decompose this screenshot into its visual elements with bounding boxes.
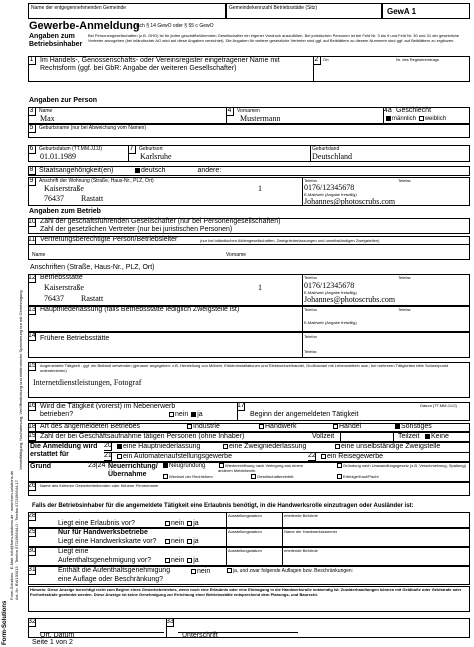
aufenthalt-options	[164, 557, 199, 565]
hauptniederlassung-label: Hauptniederlassung (falls Betriebsstätte lediglich Zweigstelle ist)	[40, 306, 240, 313]
industrie-opt	[186, 423, 220, 431]
num-12: 12	[28, 274, 36, 281]
handwerk-ja-label: ja	[193, 538, 199, 545]
weiblich-label: weiblich	[424, 116, 447, 123]
rechtsform-opt	[162, 474, 213, 479]
geburtsland-label: Geburtsland	[312, 146, 340, 152]
auflage-ja-checkbox[interactable]	[227, 568, 232, 573]
register-input[interactable]	[313, 66, 470, 82]
num-6: 6	[28, 145, 36, 154]
vollzeit-label: Vollzeit	[312, 433, 335, 440]
divider	[282, 528, 283, 547]
unterschrift-input[interactable]	[178, 618, 298, 632]
wohnung-ort[interactable]: Rastatt	[81, 194, 104, 203]
teilzeit-label: Teilzeit	[398, 433, 420, 440]
name-input[interactable]: Max	[40, 114, 55, 123]
divider	[302, 306, 303, 332]
maennlich-checkbox[interactable]	[386, 116, 391, 121]
sonstiges-opt	[394, 423, 432, 431]
divider	[282, 512, 283, 528]
anmeldung-label: Die Anmeldung wird erstattet für	[30, 443, 98, 458]
num-28: 28	[28, 512, 36, 519]
betriebsleiter-vorname-label: Vorname	[226, 252, 247, 258]
num-7: 7	[128, 145, 136, 154]
taetigkeit-input[interactable]: Internetdienstleistungen, Fotograf	[33, 378, 142, 387]
num-30: 30	[28, 547, 36, 554]
betriebsstaette-label: Betriebsstätte	[40, 274, 83, 281]
zweigniederlassung-checkbox[interactable]	[223, 444, 228, 449]
num-17: 17	[237, 402, 245, 409]
hinweis-text: Hinweis: Diese Anzeige berechtigt nicht zum Beginn eines Gewerbebetriebes, wenn noch eine Erlaubnis oder eine Eintragung in die Handwerksrolle notwendig ist. Zuwiderhandlungen können mit Geldbuße oder Geldstrafe oder Freiheitsstrafe geahndet werden. Diese Anzeige ist keine Genehmigung zur Errichtung einer Betriebsstätte entsprechend dem Planungs- und Baurecht.	[30, 587, 462, 597]
nebenerwerb-nein-checkbox[interactable]	[169, 412, 174, 417]
handwerk-ja-checkbox[interactable]	[187, 539, 192, 544]
num-11: 11	[28, 236, 36, 243]
betriebsleiter-note: (nur bei inländischen Aktiengesellschaften, Zweigniederlassungen und unselbständigen Zweigstellen)	[200, 238, 380, 243]
haupt-tel-label: Telefon	[304, 307, 317, 312]
erlaubnis-options	[164, 520, 199, 528]
wohnung-nr[interactable]: 1	[258, 184, 262, 193]
handwerk-checkbox[interactable]	[259, 424, 264, 429]
automaten-checkbox[interactable]	[117, 454, 122, 459]
betrieb-fax-label: Telefax	[398, 275, 411, 280]
num-23-24: 23|24	[88, 462, 106, 469]
wohnung-fax-label: Telefax	[398, 178, 411, 183]
divider	[282, 547, 283, 566]
num-13: 13	[28, 306, 36, 313]
section-person: Angaben zur Person	[29, 97, 98, 104]
aufenthalt-behoerde-label: erteilende Behörde	[284, 548, 318, 553]
handwerk-opt	[258, 423, 297, 431]
nebenerwerb-nein-label: nein	[175, 411, 189, 418]
num-1: 1	[28, 56, 36, 65]
handwerk-label: Handwerk	[265, 423, 297, 430]
andere-label: andere:	[197, 167, 222, 174]
betrieb-tel-label: Telefon	[304, 275, 317, 280]
vertreter-label: Zahl der gesetzlichen Vertreter (nur bei juristischen Personen)	[40, 226, 233, 233]
auflage-nein-checkbox[interactable]	[191, 569, 196, 574]
section-betrieb: Angaben zum Betrieb	[29, 208, 101, 215]
hauptniederlassung-opt-label: eine Hauptniederlassung	[123, 443, 201, 450]
industrie-checkbox[interactable]	[187, 424, 192, 429]
nebenerwerb-ja-label: ja	[197, 411, 203, 418]
aufenthalt-ja-checkbox[interactable]	[187, 558, 192, 563]
vorname-label: Vornamen	[237, 108, 260, 114]
side-logo: Form-Solutions	[2, 600, 8, 645]
aufenthalt-ja-label: ja	[193, 557, 199, 564]
industrie-label: Industrie	[193, 423, 220, 430]
anschriften-title: Anschriften	[30, 264, 66, 271]
handwerkskarte-label: Liegt eine Handwerkskarte vor?	[58, 538, 157, 545]
haupt-opt	[116, 443, 200, 451]
aufenthalt-label: Liegt eine	[58, 548, 89, 555]
weiblich-checkbox[interactable]	[419, 116, 424, 121]
deutsch-label: deutsch	[141, 167, 166, 174]
num-2: 2	[313, 56, 321, 65]
geburtsname-label: Geburtsname (nur bei Abweichung vom Namen)	[39, 125, 146, 131]
erlaubnis-ja-checkbox[interactable]	[187, 521, 192, 526]
betriebsstaette-ort[interactable]: Rastatt	[81, 294, 104, 303]
rechtsform-checkbox[interactable]	[163, 474, 168, 479]
num-15: 15	[28, 362, 36, 369]
ort-datum-label: Ort, Datum	[40, 632, 75, 639]
geburtsort-input[interactable]: Karlsruhe	[140, 152, 172, 161]
wohnung-tel[interactable]: 0176/12345678	[304, 183, 355, 192]
name-label: Name	[39, 108, 53, 114]
betrieb-tel[interactable]: 0176/12345678	[304, 281, 355, 290]
wohnung-plz[interactable]: 76437	[44, 194, 64, 203]
haupt-fax-label: Telefax	[398, 307, 411, 312]
num-3: 3	[28, 107, 36, 116]
deutsch-checkbox[interactable]	[135, 168, 140, 173]
handel-label: Handel	[339, 423, 362, 430]
side-article: Art.-Nr. BW130013 · Telefon 0721/96644-0 · Telefax 0721/96644-17	[14, 480, 19, 600]
num-26: 26	[28, 482, 36, 489]
wohnung-tel-label: Telefon	[304, 178, 317, 183]
gesellschafter-eintritt-label: Gesellschaftereintritt	[257, 474, 294, 479]
grund-label: Grund	[30, 463, 51, 470]
handwerk-nein-checkbox[interactable]	[165, 539, 170, 544]
divider	[226, 512, 227, 528]
erlaubnis-ja-label: ja	[193, 520, 199, 527]
side-copyright: Vervielfältigung, Nachahmung, Veröffentlichung und elektronische Speicherung nur mit Genehmigung	[18, 290, 23, 470]
betriebsstaette-street[interactable]: Kaiserstraße	[44, 283, 84, 292]
rechtsform-label: Wechsel der Rechtsform	[169, 474, 213, 479]
personen-label: Zahl der bei Geschäftsaufnahme tätigen Personen (ohne Inhaber)	[40, 433, 245, 440]
zweig-opt	[222, 443, 306, 451]
wohnung-mail-label: E-Mail/web (Angabe freiwillig)	[304, 192, 357, 197]
num-4a: 4a	[384, 107, 392, 114]
erbfolge-opt	[336, 474, 379, 479]
reise-opt	[320, 453, 383, 461]
wiedereroeffnung-label: Wiedereröffnung nach Verlegung aus einem anderen Meldebezirk	[218, 463, 303, 474]
sonstiges-checkbox[interactable]	[395, 424, 400, 429]
neugruendung-checkbox[interactable]	[163, 463, 168, 468]
neugruendung-opt	[162, 463, 205, 470]
gesellschafter-eintritt-checkbox[interactable]	[251, 474, 256, 479]
wohnung-street[interactable]: Kaiserstraße	[44, 184, 84, 193]
anschriften-label	[30, 264, 155, 272]
form-id: GewA 1	[387, 7, 417, 16]
umwandlung-label: Gründung nach Umwandlungsgesetz (z.B. Verschmelzung, Spaltung)	[343, 463, 466, 468]
zweigniederlassung-opt-label: eine Zweigniederlassung	[229, 443, 307, 450]
divider	[226, 547, 227, 566]
hauptniederlassung-checkbox[interactable]	[117, 444, 122, 449]
frueherer-name-label: Name des früheren Gewerbetreibenden oder früherer Firmenname	[40, 483, 159, 488]
auflage-ja-opt	[226, 568, 353, 574]
taetigkeit-label: Angemeldete Tätigkeit - ggf. ein Beiblatt verwenden (genauer angegeben: z.B. Herstellung von Möbeln, Elektroinstallationen und Elektroeinzelhandel, Großhandel mit Lebensmitteln usw.; bei mehreren Tätigkeiten bitte Schwerpunkt unterstreichen)	[40, 363, 449, 373]
gemeinde-box[interactable]	[28, 3, 226, 19]
num-32: 32	[28, 618, 36, 625]
erlaubnis-nein-checkbox[interactable]	[165, 521, 170, 526]
handwerk-nein-label: nein	[171, 538, 185, 545]
section-betriebsinhaber: Angaben zum Betriebsinhaber	[29, 33, 83, 48]
aufenthalt-nein-label: nein	[171, 557, 185, 564]
wohnung-mail[interactable]: Johannes@photoscrubs.com	[304, 197, 396, 206]
sonstiges-label: Sonstiges	[401, 423, 432, 430]
num-22: 22	[308, 452, 316, 459]
aufenthalt-datum-label: Ausstellungsdatum	[228, 548, 262, 553]
erlaubnis-behoerde-label: erteilende Behörde	[284, 513, 318, 518]
anschriften-sub: (Straße, Haus-Nr., PLZ, Ort)	[66, 264, 155, 271]
betriebsleiter-label: Vertretungsberechtigte Person/Betriebsleiter	[40, 236, 178, 243]
num-8: 8	[28, 166, 36, 175]
betriebsleiter-name-label: Name	[32, 252, 46, 258]
vorname-input[interactable]: Mustermann	[240, 114, 281, 123]
page-title: Gewerbe-Anmeldung	[29, 20, 140, 32]
num-29: 29	[28, 528, 36, 535]
geburtsort-label: Geburtsort	[139, 146, 163, 152]
umwandlung-checkbox[interactable]	[337, 463, 342, 468]
erbfolge-label: Erbfolge/Kauf/Pacht	[343, 474, 379, 479]
kennzahl-box[interactable]	[226, 3, 382, 19]
divider	[28, 244, 470, 245]
auflage-label: Enthält die Aufenthaltsgenehmigung	[58, 567, 171, 574]
num-4: 4	[226, 107, 234, 116]
side-contact: Form-Solutions · E-Mail: info@form-solutions.de · www.form-solutions.de	[9, 470, 14, 600]
register-nr-label: Nr. des Registereintrags	[396, 57, 439, 62]
form-id-box	[382, 3, 470, 19]
auflage-ja-label: ja, und zwar folgende Auflagen bzw. Beschränkungen:	[233, 568, 354, 574]
divider	[310, 145, 311, 162]
aufenthalt-sub: Aufenthaltsgenehmigung vor?	[58, 557, 152, 564]
gemeinde-label: Name der entgegennehmenden Gemeinde	[31, 5, 127, 11]
divider	[302, 177, 303, 206]
reise-opt-label: ein Reisegewerbe	[327, 453, 384, 460]
reise-checkbox[interactable]	[321, 454, 326, 459]
automaten-opt-label: ein Automatenaufstellungsgewerbe	[123, 453, 232, 460]
divider	[302, 274, 303, 306]
geburtsdatum-input[interactable]: 01.01.1989	[40, 152, 76, 161]
betriebsstaette-nr[interactable]: 1	[258, 283, 262, 292]
aufenthalt-nein-checkbox[interactable]	[165, 558, 170, 563]
kennzahl-label: Gemeindekennzahl Betriebsstätte (Sitz)	[229, 5, 318, 11]
register-name-label: Im Handels-, Genossenschafts- oder Vereinsregister eingetragener Name mit Rechtsform (ggf. bei GbR: Angabe der weiteren Gesellschafter)	[40, 57, 280, 72]
register-ort-label: Ort	[323, 57, 329, 62]
vollzeit-input[interactable]	[340, 432, 394, 442]
unselbst-opt	[334, 443, 440, 451]
fruehere-label: Frühere Betriebsstätte	[40, 335, 110, 342]
num-16: 16	[28, 402, 36, 409]
unselbst-opt-label: eine unselbständige Zweigstelle	[341, 443, 441, 450]
num-5: 5	[28, 124, 36, 133]
nebenerwerb-ja-checkbox[interactable]	[191, 412, 196, 417]
keine-opt	[424, 433, 449, 441]
auflage-sub: eine Auflage oder Beschränkung?	[58, 576, 164, 583]
betrieb-mail-label: E-Mail/web (Angabe freiwillig)	[304, 290, 357, 295]
erlaubnis-label: Liegt eine Erlaubnis vor?	[58, 520, 136, 527]
keine-checkbox[interactable]	[425, 434, 430, 439]
handel-checkbox[interactable]	[333, 424, 338, 429]
title-suffix: nach § 14 GewO oder § 55 c GewO	[134, 23, 214, 29]
num-20: 20	[104, 442, 112, 449]
erlaubnis-nein-label: nein	[171, 520, 185, 527]
num-21: 21	[104, 452, 112, 459]
auflage-nein-opt	[190, 568, 210, 576]
handwerk-datum-label: Ausstellungsdatum	[228, 529, 262, 534]
num-9: 9	[28, 177, 36, 186]
wohnung-label: Anschrift der Wohnung (Straße, Haus-Nr., PLZ, Ort)	[39, 178, 154, 184]
divider	[302, 332, 303, 358]
betrieb-mail[interactable]: Johannes@photoscrubs.com	[304, 295, 396, 304]
geschlecht-options	[385, 116, 446, 123]
erlaubnis-datum-label: Ausstellungsdatum	[228, 513, 262, 518]
art-label: Art des angemeldeten Betriebes	[40, 423, 141, 430]
beginn-date-label: Datum (TT.MM.JJJJ)	[420, 403, 457, 408]
frueh-fax-label: Telefax	[304, 349, 317, 354]
gesellschafter-label: Zahl der geschäftsführenden Gesellschafter (nur bei Personengesellschaften)	[40, 218, 281, 225]
page-footer: Seite 1 von 2	[32, 639, 73, 646]
num-31: 31	[28, 566, 36, 573]
unterschrift-label: Unterschrift	[182, 632, 218, 639]
handwerk-hwk-label: Name der Handwerkskammer	[284, 529, 338, 534]
auflage-nein-label: nein	[197, 568, 211, 575]
num-18: 18	[28, 423, 36, 430]
neugruendung-label: Neugründung	[169, 463, 206, 470]
staat-label: Staatsangehörigkeit(en)	[39, 167, 114, 174]
handel-opt	[332, 423, 361, 431]
num-19: 19	[28, 432, 36, 439]
divider	[226, 528, 227, 547]
nebenerwerb-label: Wird die Tätigkeit (vorerst) im Nebenerwerb betrieben?	[40, 403, 176, 418]
nebenerwerb-options	[168, 411, 203, 419]
neuerrichtung-label: Neuerrichtung/ Übernahme	[108, 463, 158, 478]
num-33: 33	[166, 618, 174, 625]
geburtsland-input[interactable]: Deutschland	[312, 152, 352, 161]
handwerk-label: Nur für Handwerksbetriebe	[58, 529, 148, 536]
geschlecht-label: Geschlecht	[396, 107, 432, 114]
keine-label: Keine	[431, 433, 449, 440]
num-10: 10	[28, 218, 36, 225]
betriebsstaette-plz[interactable]: 76437	[44, 294, 64, 303]
intro-text: Bei Personengesellschaften (z.B. OHG) ist für jeden geschäftsführenden Gesellschafter ein eigener Vordruck auszufüllen. Bei juristischen Personen ist bei Feld Nr. 3 bis 9 und Feld Nr. 30 und 31 der gesetzliche Vertreter anzugeben (bei inländischer AG wird auf diese Angaben verzichtet). Die Angaben für weitere gesetzliche Vertreter sind ggf. auf Beiblättern zu diesem Nummern sind ggf. auf Beiblättern zu ergänzen.	[88, 33, 460, 43]
geburtsdatum-label: Geburtsdatum (TT.MM.JJJJ)	[39, 146, 103, 152]
gesellschafter-eintritt-opt	[250, 474, 293, 479]
automaten-opt	[116, 453, 232, 461]
erbfolge-checkbox[interactable]	[337, 474, 342, 479]
staat-options	[134, 167, 221, 175]
haupt-mail-label: E-Mail/web (Angabe freiwillig)	[304, 320, 357, 325]
beginn-label: Beginn der angemeldeten Tätigkeit	[250, 411, 359, 418]
num-14: 14	[28, 332, 36, 339]
ort-datum-input[interactable]	[40, 618, 164, 632]
frueh-tel-label: Telefon	[304, 334, 317, 339]
maennlich-label: männlich	[392, 116, 417, 123]
wiedereroeffnung-opt	[218, 463, 308, 473]
umwandlung-opt	[336, 463, 468, 468]
unselbst-checkbox[interactable]	[335, 444, 340, 449]
erlaubnis-header: Falls der Betriebsinhaber für die angemeldete Tätigkeit eine Erlaubnis benötigt, in die Handwerksrolle einzutragen oder Ausländer ist:	[32, 503, 414, 509]
handwerk-options	[164, 538, 199, 546]
